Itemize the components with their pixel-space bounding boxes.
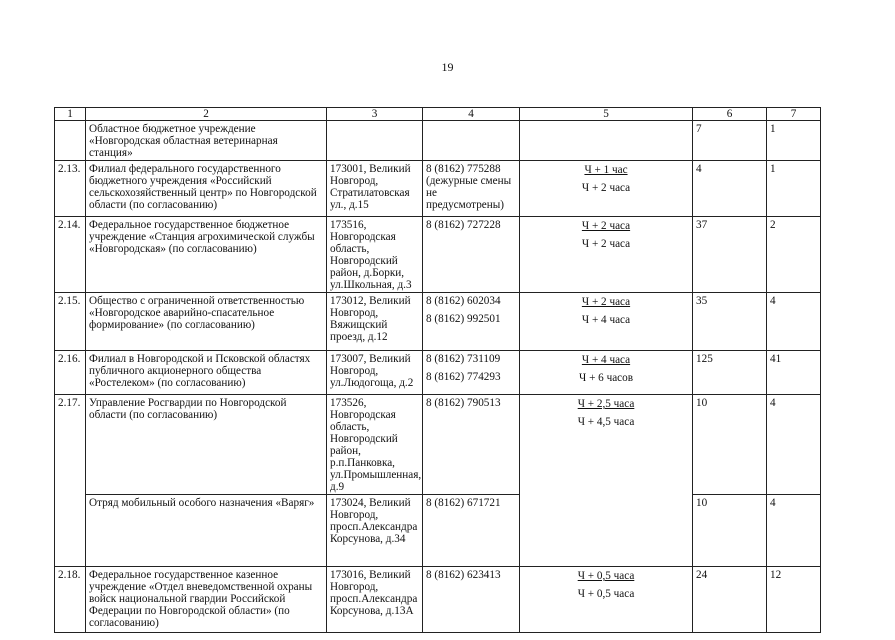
row-number: 2.15. [55, 293, 86, 351]
phone-cell [423, 121, 520, 161]
personnel-cell: 125 [693, 351, 767, 395]
readiness-time-primary: Ч + 4 часа [581, 354, 631, 366]
readiness-time-primary: Ч + 2,5 часа [577, 398, 635, 410]
column-header: 3 [327, 108, 423, 121]
personnel-cell: 35 [693, 293, 767, 351]
table-row [55, 161, 821, 217]
table-row [55, 395, 821, 495]
phone-number-secondary: 8 (8162) 992501 [426, 313, 501, 325]
table-row [55, 351, 821, 395]
phone-cell [423, 351, 520, 395]
column-header: 6 [693, 108, 767, 121]
phone-cell: 8 (8162) 790513 [423, 395, 520, 495]
readiness-time-secondary: Ч + 2 часа [581, 182, 631, 194]
readiness-time-secondary: Ч + 4,5 часа [577, 416, 635, 428]
table-row [55, 121, 821, 161]
readiness-time-primary: Ч + 0,5 часа [577, 570, 635, 582]
organization-cell: Управление Росгвардии по Новгородской области (по согласованию) [86, 395, 327, 495]
phone-number: 8 (8162) 731109 [426, 353, 501, 365]
address-cell: 173007, Великий Новгород, ул.Людогоща, д.2 [327, 351, 423, 395]
column-header: 2 [86, 108, 327, 121]
equipment-cell: 41 [767, 351, 821, 395]
organization-cell: Областное бюджетное учреждение «Новгородская областная ветеринарная станция» [86, 121, 327, 161]
page-number: 19 [441, 60, 454, 74]
column-header: 5 [520, 108, 693, 121]
readiness-time-secondary: Ч + 2 часа [581, 238, 631, 250]
organization-cell: Отряд мобильный особого назначения «Варяг» [86, 495, 327, 567]
organization-cell: Общество с ограниченной ответственностью «Новгородское аварийно-спасательное формирование» (по согласованию) [86, 293, 327, 351]
resources-table [54, 107, 821, 633]
readiness-cell [520, 395, 693, 567]
phone-cell [423, 293, 520, 351]
readiness-time-primary: Ч + 2 часа [581, 296, 631, 308]
organization-cell: Филиал федерального государственного бюджетного учреждения «Российский сельскохозяйственный центр» по Новгородской области (по согласованию) [86, 161, 327, 217]
organization-cell: Федеральное государственное бюджетное учреждение «Станция агрохимической службы «Новгородская» (по согласованию) [86, 217, 327, 293]
phone-cell: 8 (8162) 727228 [423, 217, 520, 293]
table-row [55, 567, 821, 633]
personnel-cell: 7 [693, 121, 767, 161]
row-number: 2.18. [55, 567, 86, 633]
column-header: 4 [423, 108, 520, 121]
equipment-cell: 1 [767, 121, 821, 161]
readiness-cell [520, 161, 693, 217]
personnel-cell: 4 [693, 161, 767, 217]
readiness-cell [520, 567, 693, 633]
address-cell: 173526, Новгородская область, Новгородский район, р.п.Панковка, ул.Промышленная, д.9 [327, 395, 423, 495]
phone-number: 8 (8162) 602034 [426, 295, 501, 307]
readiness-cell [520, 121, 693, 161]
address-cell: 173012, Великий Новгород, Вяжищский проезд, д.12 [327, 293, 423, 351]
equipment-cell: 4 [767, 395, 821, 495]
table-row [55, 217, 821, 293]
equipment-cell: 4 [767, 293, 821, 351]
phone-cell: 8 (8162) 623413 [423, 567, 520, 633]
row-number: 2.14. [55, 217, 86, 293]
personnel-cell: 10 [693, 395, 767, 495]
readiness-time-secondary: Ч + 0,5 часа [577, 588, 635, 600]
equipment-cell: 4 [767, 495, 821, 567]
row-number: 2.17. [55, 395, 86, 567]
readiness-cell [520, 217, 693, 293]
readiness-cell [520, 293, 693, 351]
phone-cell: 8 (8162) 671721 [423, 495, 520, 567]
table-row [55, 293, 821, 351]
personnel-cell: 24 [693, 567, 767, 633]
readiness-time-secondary: Ч + 4 часа [581, 314, 631, 326]
equipment-cell: 12 [767, 567, 821, 633]
row-number: 2.16. [55, 351, 86, 395]
equipment-cell: 2 [767, 217, 821, 293]
organization-cell: Федеральное государственное казенное учреждение «Отдел вневедомственной охраны войск национальной гвардии Российской Федерации по Новгородской области» (по согласованию) [86, 567, 327, 633]
personnel-cell: 37 [693, 217, 767, 293]
personnel-cell: 10 [693, 495, 767, 567]
address-cell: 173024, Великий Новгород, просп.Александра Корсунова, д.34 [327, 495, 423, 567]
equipment-cell: 1 [767, 161, 821, 217]
address-cell: 173016, Великий Новгород, просп.Александра Корсунова, д.13А [327, 567, 423, 633]
address-cell [327, 121, 423, 161]
readiness-time-primary: Ч + 1 час [584, 164, 628, 176]
readiness-time-primary: Ч + 2 часа [581, 220, 631, 232]
column-header: 7 [767, 108, 821, 121]
row-number: 2.13. [55, 161, 86, 217]
table-row [55, 495, 821, 567]
organization-cell: Филиал в Новгородской и Псковской областях публичного акционерного общества «Ростелеком» (по согласованию) [86, 351, 327, 395]
row-number [55, 121, 86, 161]
table-header-row [55, 108, 821, 121]
phone-number-secondary: 8 (8162) 774293 [426, 371, 501, 383]
readiness-time-secondary: Ч + 6 часов [579, 372, 633, 384]
address-cell: 173516, Новгородская область, Новгородский район, д.Борки, ул.Школьная, д.3 [327, 217, 423, 293]
address-cell: 173001, Великий Новгород, Стратилатовская ул., д.15 [327, 161, 423, 217]
readiness-cell [520, 351, 693, 395]
column-header: 1 [55, 108, 86, 121]
phone-cell: 8 (8162) 775288 (дежурные смены не предусмотрены) [423, 161, 520, 217]
